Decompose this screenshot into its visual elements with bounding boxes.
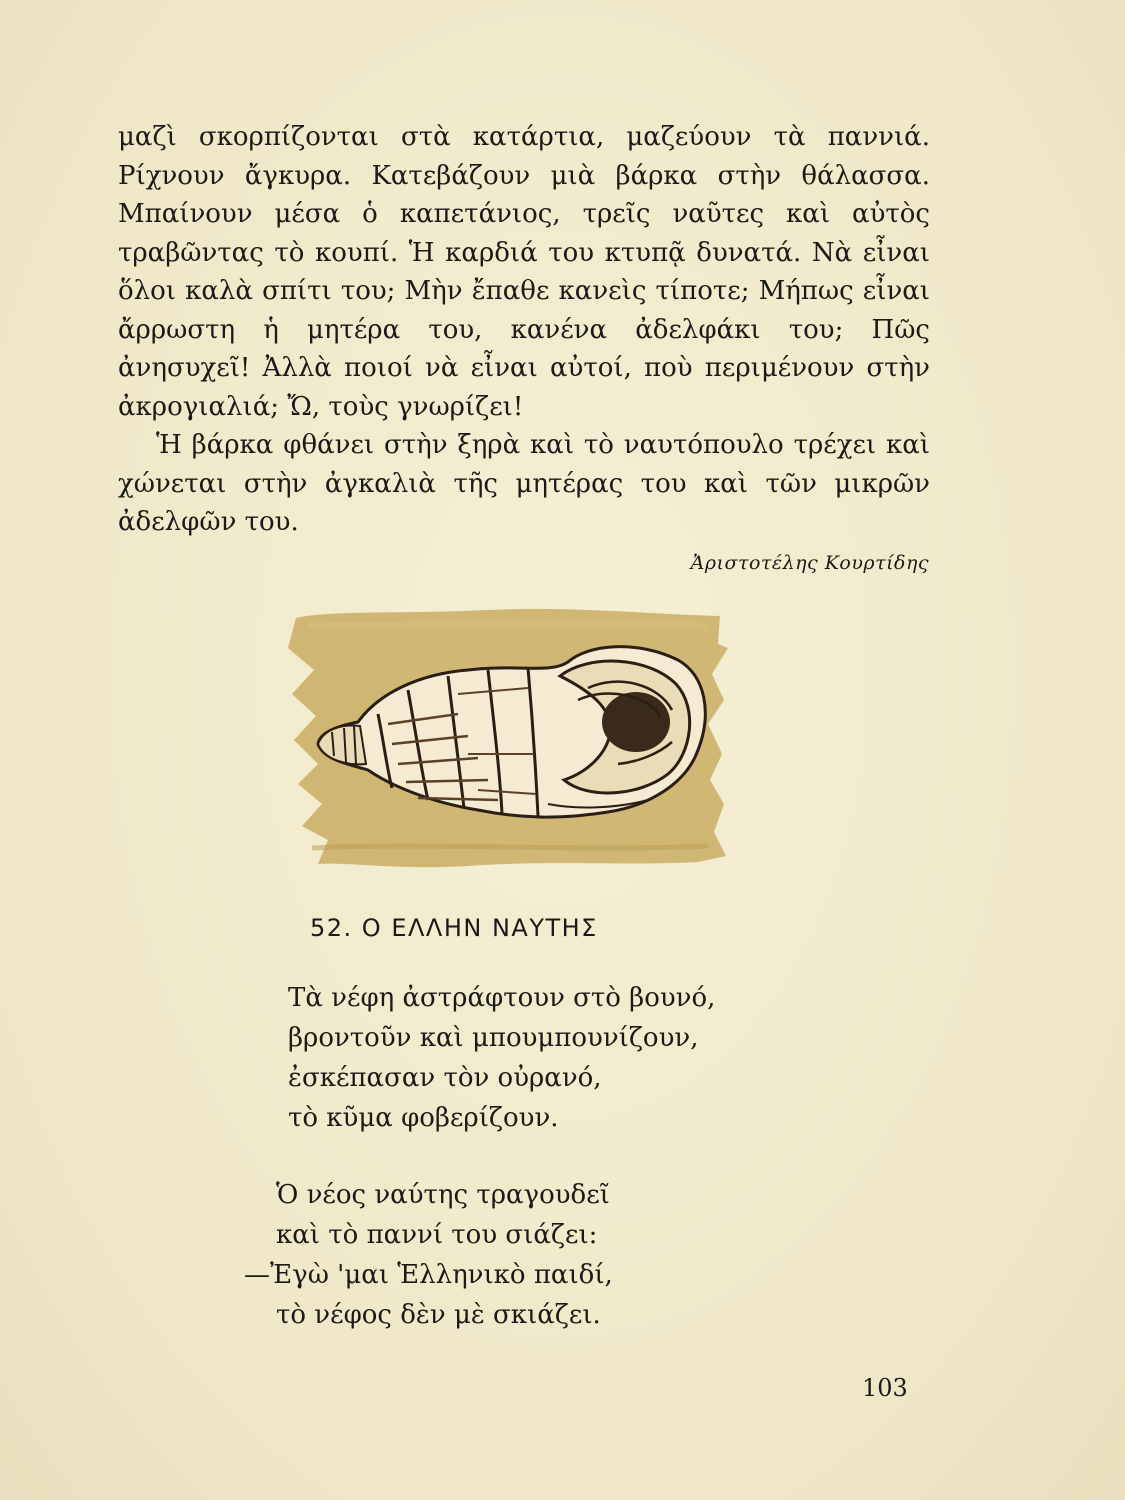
verse-line: ἐσκέπασαν τὸν οὐρανό, [288,1063,602,1093]
verse-line: καὶ τὸ παννί του σιάζει: [276,1220,598,1250]
prose-paragraph: Ἡ βάρκα φθάνει στὴν ξηρὰ καὶ τὸ ναυτόπουλο τρέχει καὶ χώνεται στὴν ἀγκαλιὰ τῆς μητέρας του καὶ τῶν μικρῶν ἀδελφῶν του. [118,430,930,537]
verse-line: Τὰ νέφη ἀστράφτουν στὸ βουνό, [288,983,716,1013]
prose-text [118,118,930,542]
verse-line: τὸ κῦμα φοβερίζουν. [288,1103,559,1133]
verse-line: βροντοῦν καὶ μπουμπουνίζουν, [288,1023,699,1053]
author-signature: Ἀριστοτέλης Κουρτίδης [690,552,929,574]
verse-line: —Ἐγὼ 'μαι Ἑλληνικὸ παιδί, [244,1260,613,1290]
verse-line: τὸ νέφος δὲν μὲ σκιάζει. [276,1300,601,1330]
seashell-illustration [288,604,728,874]
page-number: 103 [862,1374,908,1402]
prose-paragraph: μαζὶ σκορπίζονται στὰ κατάρτια, μαζεύουν τὰ παννιά. Ρίχνουν ἄγκυρα. Κατεβάζουν μιὰ βάρκα στὴν θάλασσα. Μπαίνουν μέσα ὁ καπετάνιος, τρεῖς ναῦτες καὶ αὐτὸς τραβῶντας τὸ κουπί. Ἡ καρδιά του κτυπᾷ δυνατά. Νὰ εἶναι ὅλοι καλὰ σπίτι του; Μὴν ἔπαθε κανεὶς τίποτε; Μήπως εἶναι ἄρρωστη ἡ μητέρα του, κανένα ἀδελφάκι του; Πῶς ἀνησυχεῖ! Ἀλλὰ ποιοί νὰ εἶναι αὐτοί, ποὺ περιμένουν στὴν ἀκρογιαλιά; Ὤ, τοὺς γνωρίζει! [118,122,930,422]
poem-title: 52. Ο ΕΛΛΗΝ ΝΑΥΤΗΣ [310,914,598,942]
verse-line: Ὁ νέος ναύτης τραγουδεῖ [276,1180,610,1210]
